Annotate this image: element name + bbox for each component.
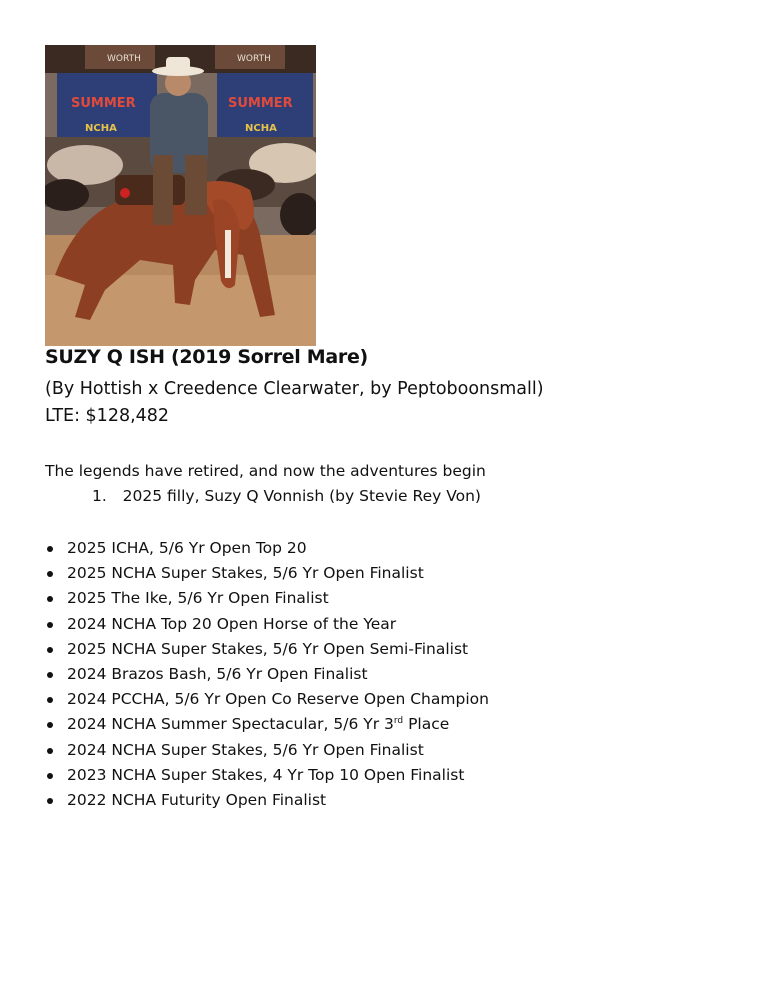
svg-text:NCHA: NCHA	[85, 123, 117, 134]
list-item	[45, 662, 489, 687]
achievement-text: 2023 NCHA Super Stakes, 4 Yr Top 10 Open Finalist	[67, 765, 465, 784]
list-item	[45, 586, 489, 611]
achievement-text: 2025 ICHA, 5/6 Yr Open Top 20	[67, 539, 307, 557]
svg-text:NCHA: NCHA	[245, 123, 277, 134]
achievement-text-suffix: Place	[403, 715, 450, 734]
horse-pedigree: (By Hottish x Creedence Clearwater, by Peptoboonsmall)	[45, 379, 544, 399]
bullet-icon	[47, 622, 53, 628]
list-item	[45, 738, 489, 763]
achievement-text: 2024 NCHA Top 20 Open Horse of the Year	[67, 614, 397, 633]
list-item	[45, 763, 489, 788]
bullet-icon	[47, 596, 53, 602]
achievement-text: 2025 The Ike, 5/6 Yr Open Finalist	[67, 589, 329, 608]
list-item	[45, 561, 489, 586]
achievements-list	[45, 536, 489, 813]
achievement-text: 2024 NCHA Summer Spectacular, 5/6 Yr 3	[67, 715, 394, 734]
list-item	[45, 712, 489, 737]
horse-lte: LTE: $128,482	[45, 406, 170, 426]
sign-text-right: WORTH	[237, 54, 271, 64]
offspring-text: 2025 filly, Suzy Q Vonnish (by Stevie Rey Von)	[122, 487, 481, 505]
horse-title: SUZY Q ISH (2019 Sorrel Mare)	[45, 346, 368, 368]
bullet-icon	[47, 571, 53, 577]
list-item	[45, 637, 489, 662]
sign-text-left: WORTH	[107, 54, 141, 64]
list-item	[45, 687, 489, 712]
achievement-text: 2022 NCHA Futurity Open Finalist	[67, 790, 327, 809]
bullet-icon	[47, 798, 53, 804]
photo-illustration	[45, 45, 316, 346]
bullet-icon	[47, 773, 53, 779]
list-item	[45, 536, 489, 561]
achievement-text: 2024 NCHA Super Stakes, 5/6 Yr Open Finalist	[67, 740, 424, 759]
offspring-number: 1.	[92, 487, 107, 505]
bullet-icon	[47, 647, 53, 653]
bullet-icon	[47, 672, 53, 678]
bullet-icon	[47, 722, 53, 728]
achievement-text: 2025 NCHA Super Stakes, 5/6 Yr Open Semi-Finalist	[67, 639, 469, 658]
svg-text:SUMMER: SUMMER	[228, 96, 293, 111]
svg-text:SUMMER: SUMMER	[71, 96, 136, 111]
bullet-icon	[47, 697, 53, 703]
achievement-text: 2024 PCCHA, 5/6 Yr Open Co Reserve Open Champion	[67, 690, 489, 709]
list-item	[45, 788, 489, 813]
intro-text: The legends have retired, and now the adventures begin	[45, 462, 486, 480]
achievement-text: 2025 NCHA Super Stakes, 5/6 Yr Open Finalist	[67, 564, 424, 583]
horse-rider-photo	[45, 45, 316, 346]
bullet-icon	[47, 748, 53, 754]
bullet-icon	[47, 546, 53, 552]
offspring-item	[92, 487, 481, 505]
list-item	[45, 612, 489, 637]
achievement-text: 2024 Brazos Bash, 5/6 Yr Open Finalist	[67, 664, 368, 683]
ordinal-suffix: rd	[393, 716, 404, 727]
